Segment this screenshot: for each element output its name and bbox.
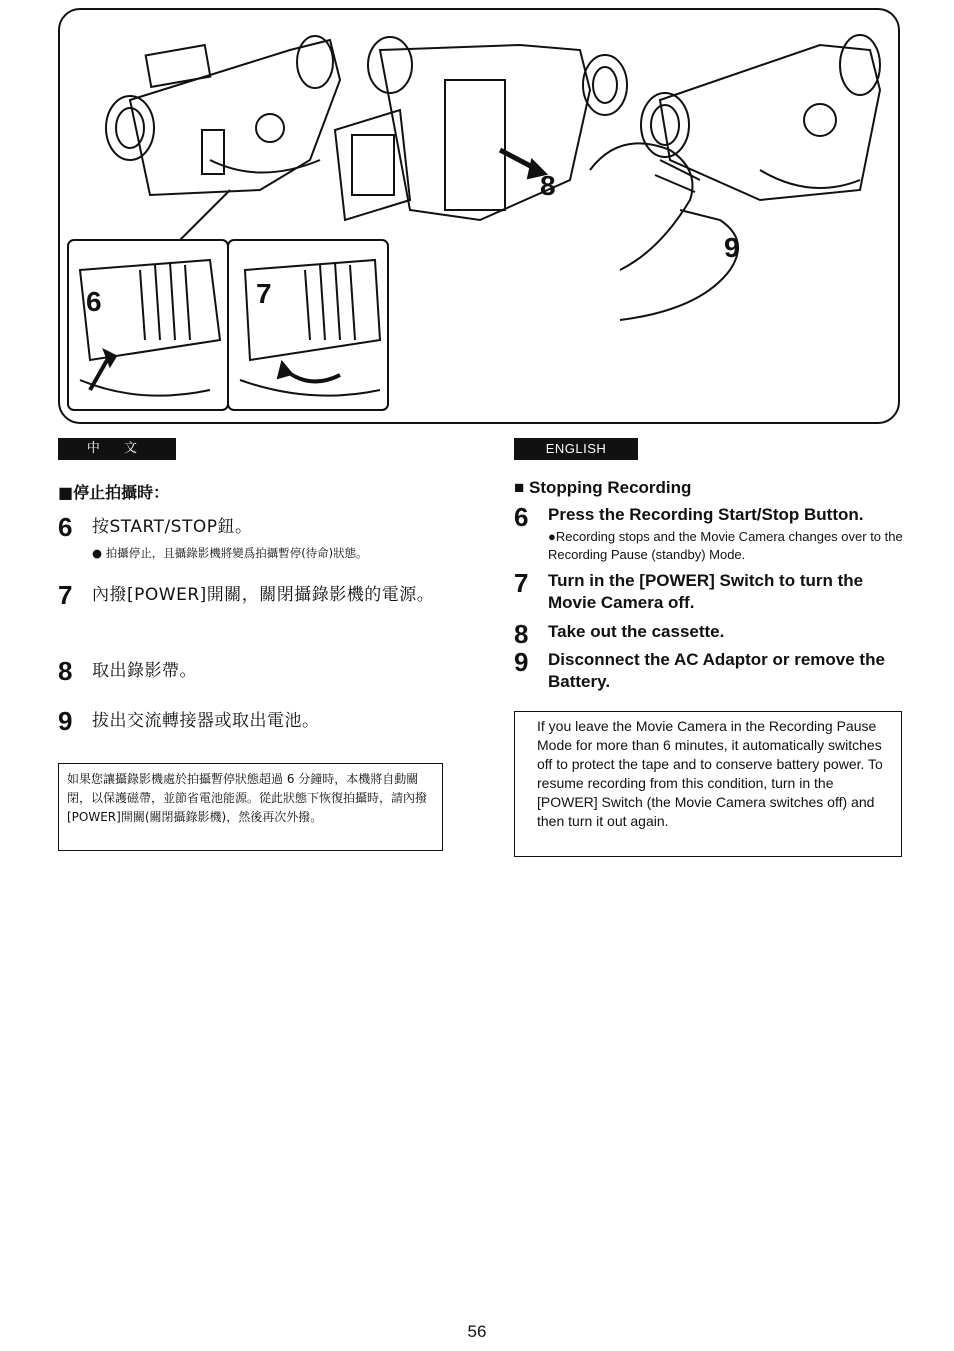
step-text: 內撥[POWER]開關，關閉攝錄影機的電源。 <box>92 585 435 605</box>
chinese-column <box>58 438 443 824</box>
camcorder-illustration-icon <box>60 10 900 424</box>
english-step-6-note: ●Recording stops and the Movie Camera changes over to the Recording Pause (standby) Mode. <box>548 529 903 562</box>
step-number: 8 <box>58 656 73 686</box>
chinese-note-box: 如果您讓攝錄影機處於拍攝暫停狀態超過 6 分鐘時，本機將自動關閉，以保護磁帶，並節省電池能源。從此狀態下恢復拍攝時，請內撥[POWER]開關(關閉攝錄影機)，然後再次外撥。 <box>58 763 443 851</box>
english-step-6 <box>514 504 863 530</box>
english-section-title: ■ Stopping Recording <box>514 478 692 497</box>
step-number: 6 <box>514 502 529 532</box>
step-text: Disconnect the AC Adaptor or remove the Battery. <box>548 650 885 691</box>
step-number: 6 <box>58 512 73 542</box>
step-number: 7 <box>58 580 73 610</box>
chinese-language-badge: 中 文 <box>58 438 176 460</box>
chinese-step-8 <box>58 656 197 686</box>
chinese-step-9 <box>58 706 320 736</box>
step-text: Take out the cassette. <box>548 622 725 641</box>
step-text: 取出錄影帶。 <box>92 661 197 681</box>
english-note-box: If you leave the Movie Camera in the Recording Pause Mode for more than 6 minutes, it automatically switches off to protect the tape and to conserve battery power. To resume recording from this condition, turn in the [POWER] Switch (the Movie Camera switches off) and then turn it out again. <box>514 711 902 857</box>
english-column <box>514 438 903 829</box>
chinese-step-6-note: ● 拍攝停止，且攝錄影機將變爲拍攝暫停(待命)狀態。 <box>92 546 368 560</box>
step-number: 9 <box>58 706 73 736</box>
step-text: 按START/STOP鈕。 <box>92 517 253 537</box>
figure-label-8: 8 <box>540 170 556 201</box>
step-text: 拔出交流轉接器或取出電池。 <box>92 711 320 731</box>
english-step-8 <box>514 621 724 647</box>
step-number: 8 <box>514 619 529 649</box>
page-number: 56 <box>467 1322 487 1341</box>
step-number: 9 <box>514 647 529 677</box>
figure-label-9: 9 <box>724 232 740 263</box>
chinese-step-7 <box>58 580 443 610</box>
chinese-step-6 <box>58 512 252 542</box>
english-language-badge: ENGLISH <box>514 438 638 460</box>
step-number: 7 <box>514 568 529 598</box>
english-step-9 <box>514 649 900 693</box>
chinese-section-title: ■停止拍攝時： <box>58 483 170 502</box>
figure-label-6: 6 <box>86 286 102 317</box>
english-step-7 <box>514 570 900 614</box>
figure-label-7: 7 <box>256 278 272 309</box>
step-text: Turn in the [POWER] Switch to turn the Movie Camera off. <box>548 571 864 612</box>
step-text: Press the Recording Start/Stop Button. <box>548 505 864 524</box>
illustration-panel <box>58 8 900 424</box>
